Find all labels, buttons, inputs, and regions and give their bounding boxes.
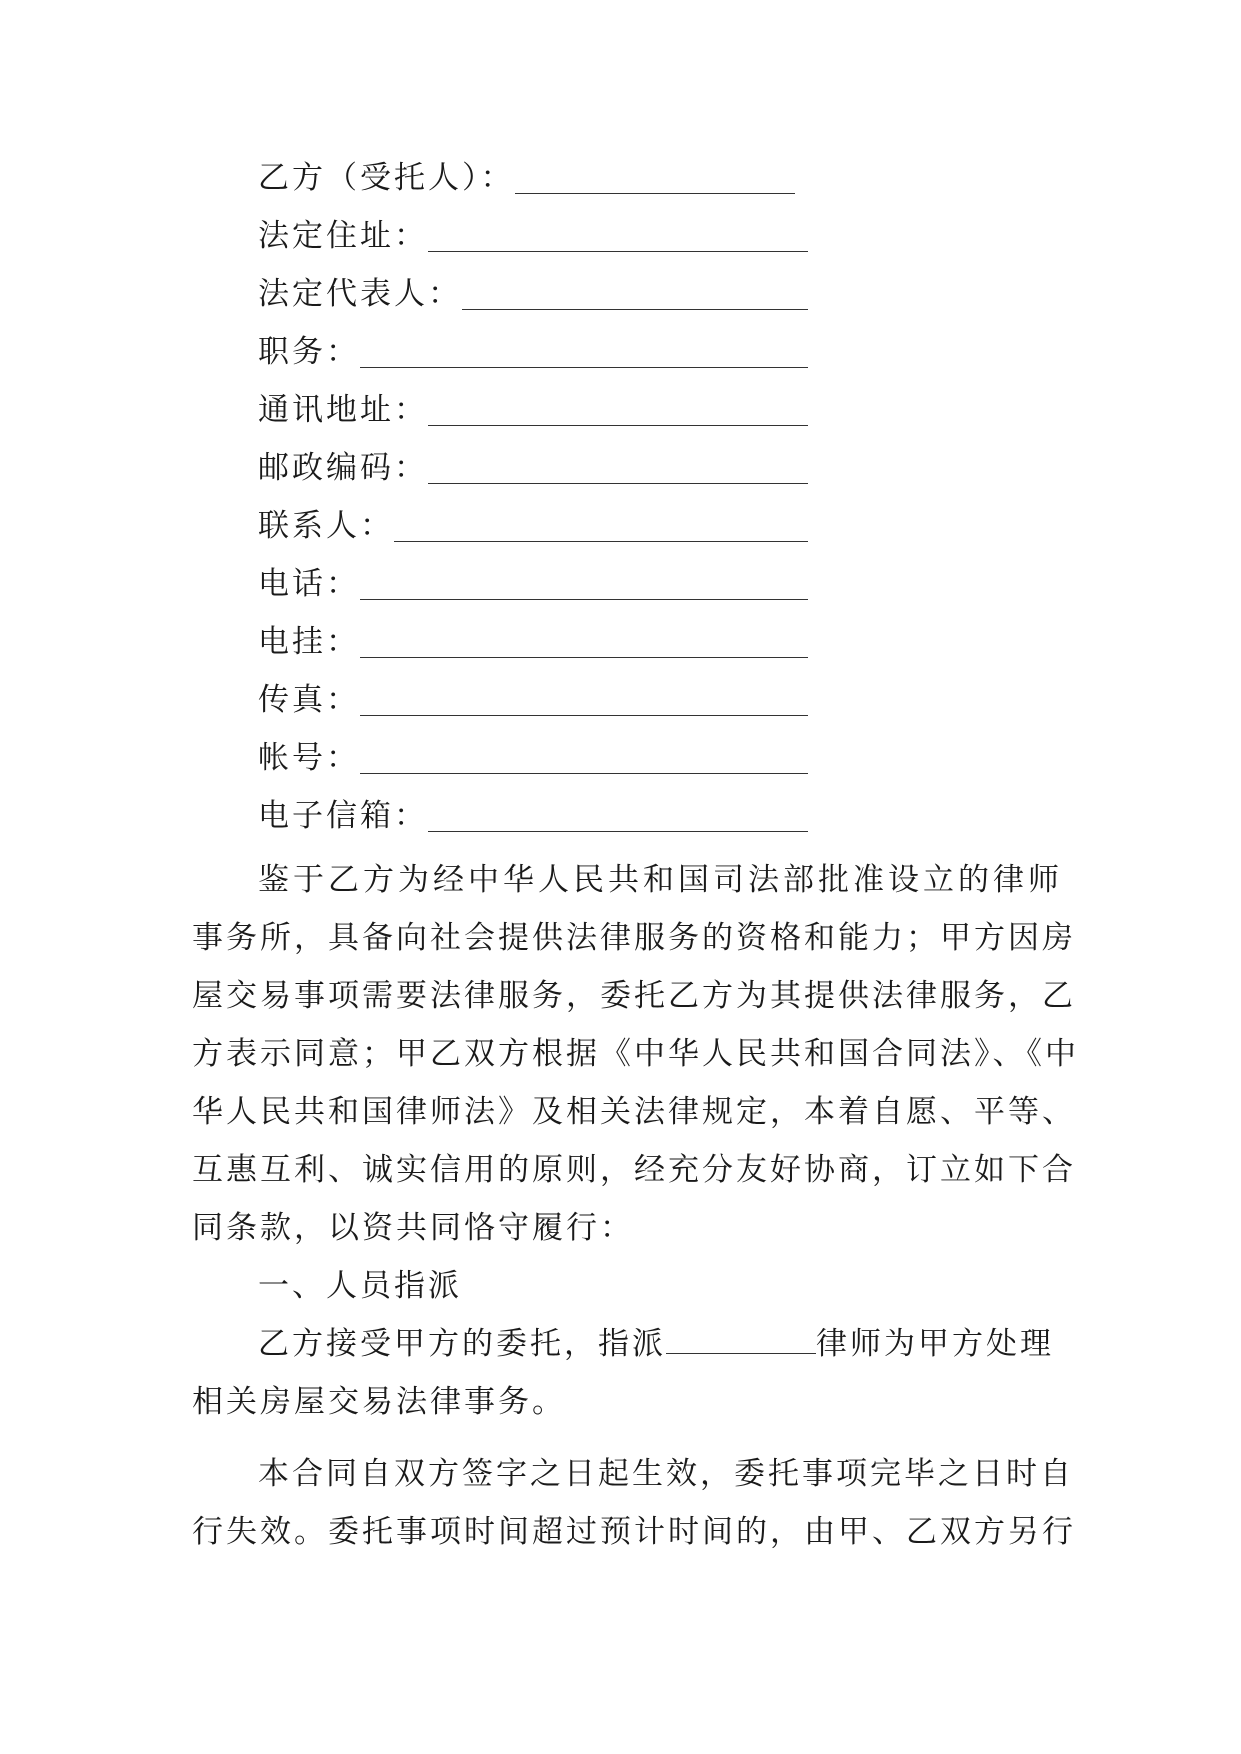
fill-blank [394, 541, 808, 542]
field-legal-representative [258, 268, 808, 314]
fill-blank [360, 773, 808, 774]
field-label: 帐号： [258, 740, 360, 776]
field-trustee [258, 152, 795, 198]
field-position [258, 326, 808, 372]
preamble-line: 事务所，具备向社会提供法律服务的资格和能力；甲方因房 [192, 920, 1076, 956]
field-label: 电子信箱： [258, 798, 428, 834]
field-label: 法定代表人： [258, 276, 462, 312]
preamble-line: 方表示同意；甲乙双方根据《中华人民共和国合同法》、《中 [192, 1036, 1079, 1072]
validity-line: 行失效。委托事项时间超过预计时间的，由甲、乙双方另行 [192, 1514, 1076, 1550]
field-label: 邮政编码： [258, 450, 428, 486]
field-fax [258, 674, 808, 720]
field-contact-person [258, 500, 808, 546]
field-label: 通讯地址： [258, 392, 428, 428]
validity-line: 本合同自双方签字之日起生效，委托事项完毕之日时自 [258, 1456, 1074, 1492]
preamble-line: 鉴于乙方为经中华人民共和国司法部批准设立的律师 [258, 862, 1062, 898]
preamble-line: 互惠互利、诚实信用的原则，经充分友好协商，订立如下合 [192, 1152, 1076, 1188]
preamble-line: 同条款，以资共同恪守履行： [192, 1210, 634, 1246]
section1-text-before: 乙方接受甲方的委托，指派 [258, 1326, 666, 1362]
section1-line: 相关房屋交易法律事务。 [192, 1384, 566, 1420]
field-label: 传真： [258, 682, 360, 718]
field-phone [258, 558, 808, 604]
field-label: 电挂： [258, 624, 360, 660]
field-legal-address [258, 210, 808, 256]
fill-blank [428, 425, 808, 426]
field-label: 乙方（受托人）： [258, 160, 515, 196]
fill-blank [428, 831, 808, 832]
fill-blank [360, 657, 808, 658]
section1-line [258, 1322, 1062, 1366]
field-cable [258, 616, 808, 662]
fill-blank [360, 599, 808, 600]
field-label: 联系人： [258, 508, 394, 544]
field-label: 职务： [258, 334, 360, 370]
preamble-line: 华人民共和国律师法》及相关法律规定，本着自愿、平等、 [192, 1094, 1076, 1130]
field-mailing-address [258, 384, 808, 430]
field-label: 电话： [258, 566, 360, 602]
section-heading: 一、人员指派 [258, 1268, 462, 1304]
section1-text-after: 律师为甲方处理 [816, 1326, 1054, 1362]
fill-blank [360, 715, 808, 716]
field-label: 法定住址： [258, 218, 428, 254]
fill-blank [462, 309, 808, 310]
field-account [258, 732, 808, 778]
field-postal-code [258, 442, 808, 488]
fill-blank [360, 367, 808, 368]
fill-blank [428, 483, 808, 484]
fill-blank [515, 193, 795, 194]
lawyer-name-blank [666, 1323, 816, 1354]
fill-blank [428, 251, 808, 252]
field-email [258, 790, 808, 836]
preamble-line: 屋交易事项需要法律服务，委托乙方为其提供法律服务，乙 [192, 978, 1076, 1014]
